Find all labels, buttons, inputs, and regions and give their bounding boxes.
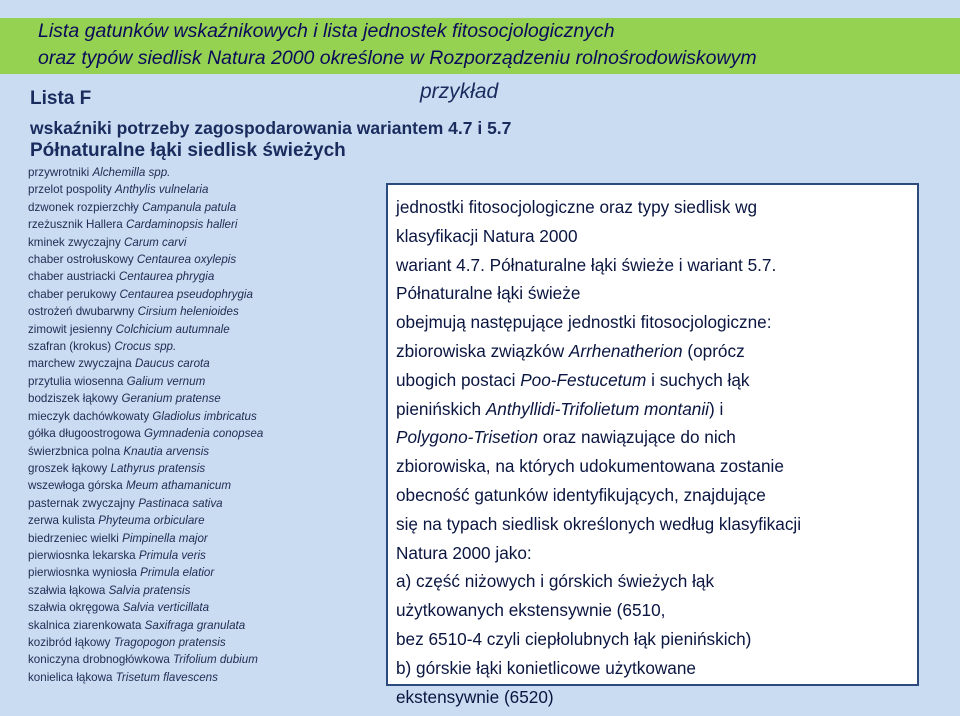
species-item: zerwa kulista Phyteuma orbiculare [28, 514, 205, 528]
species-list [28, 164, 398, 686]
species-item: gółka długoostrogowa Gymnadenia conopsea [28, 427, 264, 441]
box-line: ekstensywnie (6520) [396, 686, 554, 707]
species-item: przytulia wiosenna Galium vernum [28, 374, 206, 388]
species-item: chaber austriacki Centaurea phrygia [28, 270, 215, 284]
phytosociology-box [386, 183, 919, 707]
species-item: pierwiosnka lekarska Primula veris [28, 548, 206, 562]
species-item: kozibród łąkowy Tragopogon pratensis [28, 635, 226, 649]
box-line: Natura 2000 jako: [396, 542, 532, 563]
species-item: rzeżusznik Hallera Cardaminopsis halleri [28, 218, 238, 232]
species-item: mieczyk dachówkowaty Gladiolus imbricatus [28, 409, 257, 423]
box-line: zbiorowiska, na których udokumentowana zostanie [396, 456, 784, 477]
species-item: chaber ostrołuskowy Centaurea oxylepis [28, 253, 237, 267]
box-line: Półnaturalne łąki świeże [396, 283, 581, 304]
species-item: szałwia okręgowa Salvia verticillata [28, 601, 210, 615]
box-line: wariant 4.7. Półnaturalne łąki świeże i wariant 5.7. [396, 254, 777, 275]
lista-label: Lista F [30, 88, 92, 109]
species-item: koniczyna drobnogłówkowa Trifolium dubium [28, 653, 258, 667]
species-item: świerzbnica polna Knautia arvensis [28, 444, 210, 458]
species-item: pierwiosnka wyniosła Primula elatior [28, 566, 215, 580]
title-banner [0, 18, 960, 74]
box-line: klasyfikacji Natura 2000 [396, 225, 578, 246]
species-item: zimowit jesienny Colchicium autumnale [28, 322, 230, 336]
box-line: bez 6510-4 czyli ciepłolubnych łąk pienińskich) [396, 628, 752, 649]
box-line: się na typach siedlisk określonych według klasyfikacji [396, 513, 802, 534]
species-item: chaber perukowy Centaurea pseudophrygia [28, 287, 253, 301]
species-item: konielica łąkowa Trisetum flavescens [28, 670, 218, 684]
box-line: użytkowanych ekstensywnie (6510, [396, 600, 666, 621]
title-line-2: oraz typów siedlisk Natura 2000 określone w Rozporządzeniu rolnośrodowiskowym [38, 47, 757, 69]
species-item: groszek łąkowy Lathyrus pratensis [28, 461, 206, 475]
species-item: ostrożeń dwubarwny Cirsium helenioides [28, 305, 239, 319]
box-line: pienińskich Anthyllidi-Trifolietum montanii) i [396, 398, 724, 419]
species-item: przelot pospolity Anthylis vulnelaria [28, 183, 209, 197]
section-heading: Półnaturalne łąki siedlisk świeżych [30, 140, 346, 161]
species-item: bodziszek łąkowy Geranium pratense [28, 392, 221, 406]
species-item: marchew zwyczajna Daucus carota [28, 357, 210, 371]
box-line: a) część niżowych i górskich świeżych łąk [396, 571, 715, 592]
box-line: Polygono-Trisetion oraz nawiązujące do nich [396, 427, 736, 448]
box-line: b) górskie łąki konietlicowe użytkowane [396, 657, 696, 678]
species-item: pasternak zwyczajny Pastinaca sativa [28, 496, 223, 510]
species-item: szafran (krokus) Crocus spp. [28, 340, 177, 354]
species-item: biedrzeniec wielki Pimpinella major [28, 531, 208, 545]
wskazniki-heading: wskaźniki potrzeby zagospodarowania wariantem 4.7 i 5.7 [30, 118, 512, 138]
przyklad-label: przykład [420, 80, 499, 103]
species-item: skalnica ziarenkowata Saxifraga granulata [28, 618, 246, 632]
box-line: zbiorowiska związków Arrhenatherion (oprócz [396, 340, 745, 361]
box-line: jednostki fitosocjologiczne oraz typy siedlisk wg [396, 197, 758, 217]
title-line-1: Lista gatunków wskaźnikowych i lista jednostek fitosocjologicznych [38, 20, 615, 42]
box-line: obejmują następujące jednostki fitosocjologiczne: [396, 312, 772, 333]
species-item: szałwia łąkowa Salvia pratensis [28, 583, 191, 597]
species-item: kminek zwyczajny Carum carvi [28, 235, 187, 249]
box-line: obecność gatunków identyfikujących, znajdujące [396, 484, 766, 505]
species-item: dzwonek rozpierzchły Campanula patula [28, 200, 237, 214]
species-item: wszewłoga górska Meum athamanicum [28, 479, 231, 493]
box-line: ubogich postaci Poo-Festucetum i suchych łąk [396, 369, 750, 390]
species-item: przywrotniki Alchemilla spp. [28, 166, 171, 179]
